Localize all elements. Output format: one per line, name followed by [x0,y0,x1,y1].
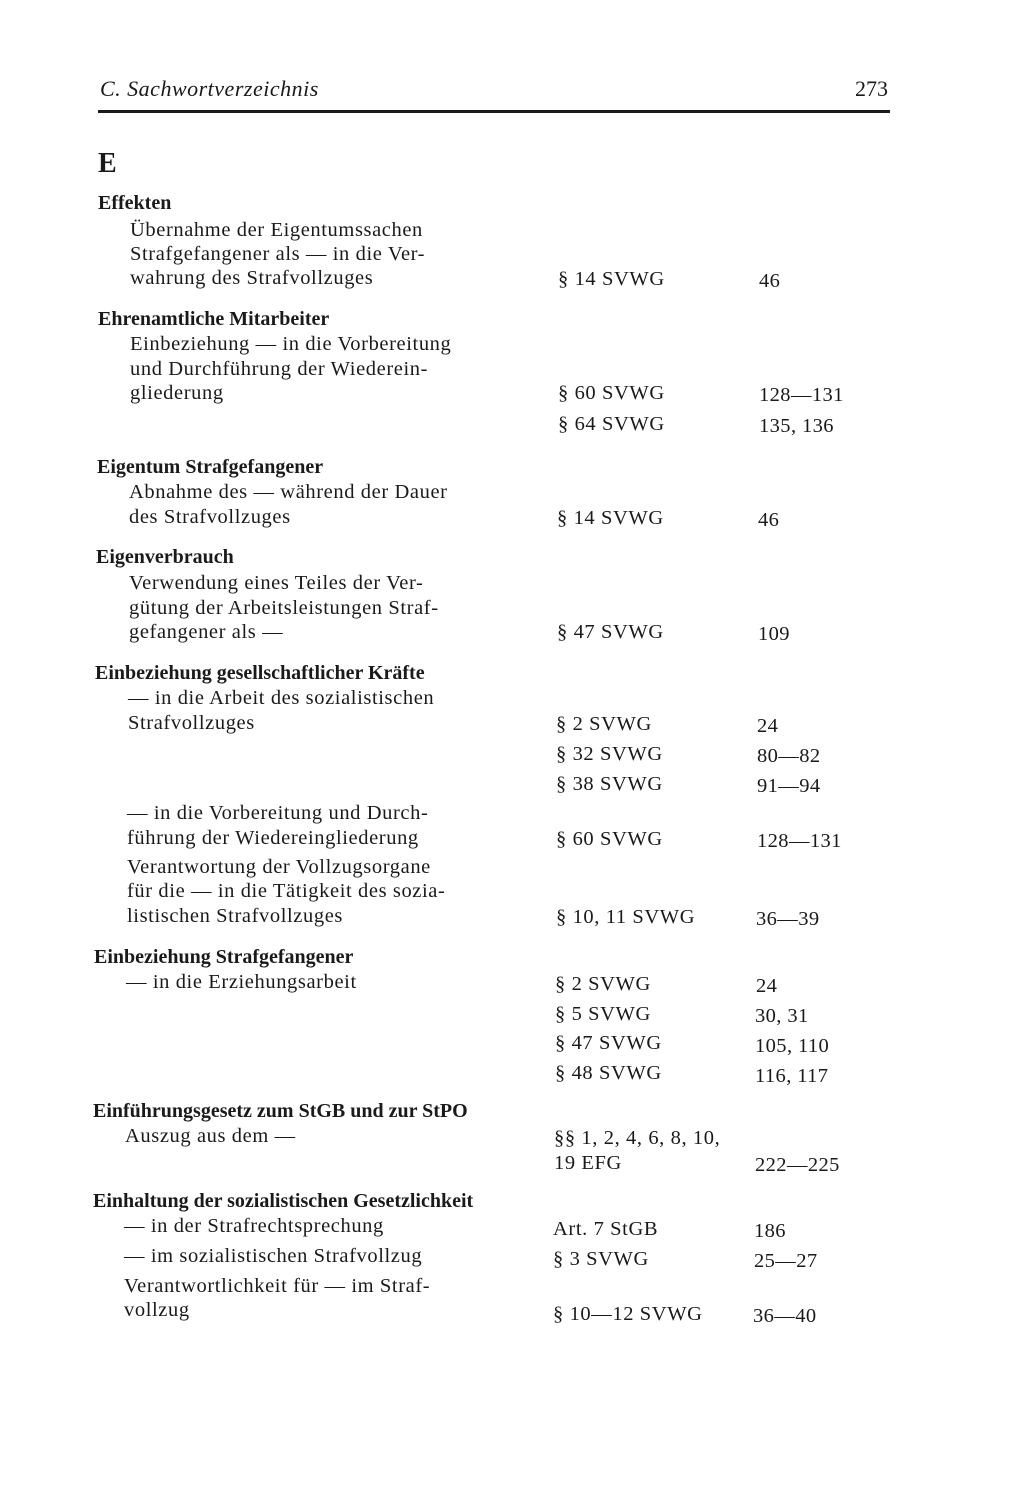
entry-line: gütung der Arbeitsleistungen Straf- [129,597,439,619]
section-letter: E [98,148,117,179]
entry-reference: § 5 SVWG [555,1003,651,1025]
entry-pages: 135, 136 [759,415,834,437]
entry-line: — in die Erziehungsarbeit [126,971,357,993]
entry-reference: § 48 SVWG [555,1062,662,1084]
entry-line: — in die Vorbereitung und Durch- [127,802,429,824]
entry-line: Verwendung eines Teiles der Ver- [129,572,424,594]
entry-line: Auszug aus dem — [125,1125,296,1147]
entry-line: gefangener als — [129,621,284,643]
entry-term: Einführungsgesetz zum StGB und zur StPO [93,1100,468,1122]
entry-line: — im sozialistischen Strafvollzug [124,1245,423,1267]
entry-pages: 116, 117 [755,1065,829,1087]
entry-line: — in die Arbeit des sozialistischen [128,687,435,709]
entry-pages: 24 [757,715,779,737]
entry-reference: § 2 SVWG [556,713,652,735]
entry-pages: 36—40 [753,1305,817,1327]
entry-line: Einbeziehung — in die Vorbereitung [130,333,452,355]
entry-pages: 128—131 [757,830,842,852]
entry-line: führung der Wiedereingliederung [127,827,419,849]
entry-reference: § 32 SVWG [556,743,663,765]
entry-reference: Art. 7 StGB [553,1218,659,1240]
entry-pages: 25—27 [754,1250,818,1272]
entry-reference: § 14 SVWG [558,268,665,290]
entry-line: Übernahme der Eigentumssachen [130,219,423,241]
entry-pages: 46 [758,509,780,531]
running-header [98,74,890,114]
entry-pages: 36—39 [756,908,820,930]
entry-term: Effekten [98,192,172,214]
entry-reference: § 47 SVWG [557,621,664,643]
entry-term: Eigenverbrauch [96,546,234,568]
entry-pages: 91—94 [757,775,821,797]
entry-line: Verantwortlichkeit für — im Straf- [124,1275,431,1297]
entry-pages: 128—131 [759,384,844,406]
entry-term: Einhaltung der sozialistischen Gesetzlichkeit [93,1190,474,1212]
entry-term: Ehrenamtliche Mitarbeiter [98,308,330,330]
entry-pages: 222—225 [755,1154,840,1176]
entry-line: listischen Strafvollzuges [127,905,343,927]
entry-line: für die — in die Tätigkeit des sozia- [127,880,446,902]
entry-line: Verantwortung der Vollzugsorgane [127,856,431,878]
entry-pages: 80—82 [757,745,821,767]
entry-reference: § 47 SVWG [555,1032,662,1054]
entry-line: vollzug [124,1299,190,1321]
entry-line: des Strafvollzuges [129,506,291,528]
entry-pages: 109 [758,623,790,645]
header-rule [98,110,890,113]
entry-pages: 46 [759,270,781,292]
entry-pages: 24 [756,975,778,997]
page-number: 273 [855,76,888,101]
entry-reference: § 38 SVWG [556,773,663,795]
entry-reference: § 64 SVWG [558,413,665,435]
entry-pages: 105, 110 [755,1035,830,1057]
entry-reference: § 3 SVWG [553,1248,649,1270]
running-title: C. Sachwortverzeichnis [100,76,319,101]
entry-reference: 19 EFG [554,1152,622,1174]
entry-line: wahrung des Strafvollzuges [130,267,374,289]
entry-reference: § 60 SVWG [558,382,665,404]
entry-line: gliederung [130,382,224,404]
entry-line: und Durchführung der Wiederein- [130,358,429,380]
entry-term: Einbeziehung gesellschaftlicher Kräfte [95,662,425,684]
entry-pages: 186 [754,1220,786,1242]
entry-reference: § 60 SVWG [556,828,663,850]
entry-pages: 30, 31 [755,1005,809,1027]
entry-line: Abnahme des — während der Dauer [129,481,448,503]
entry-reference: §§ 1, 2, 4, 6, 8, 10, [554,1127,721,1149]
entry-reference: § 10, 11 SVWG [556,906,696,928]
entry-reference: § 2 SVWG [555,973,651,995]
entry-line: Strafgefangener als — in die Ver- [130,243,426,265]
entry-term: Eigentum Strafgefangener [97,456,324,478]
entry-line: Strafvollzuges [128,712,255,734]
entry-term: Einbeziehung Strafgefangener [94,946,354,968]
entry-reference: § 10—12 SVWG [553,1303,703,1325]
entry-line: — in der Strafrechtsprechung [124,1215,384,1237]
entry-reference: § 14 SVWG [557,507,664,529]
